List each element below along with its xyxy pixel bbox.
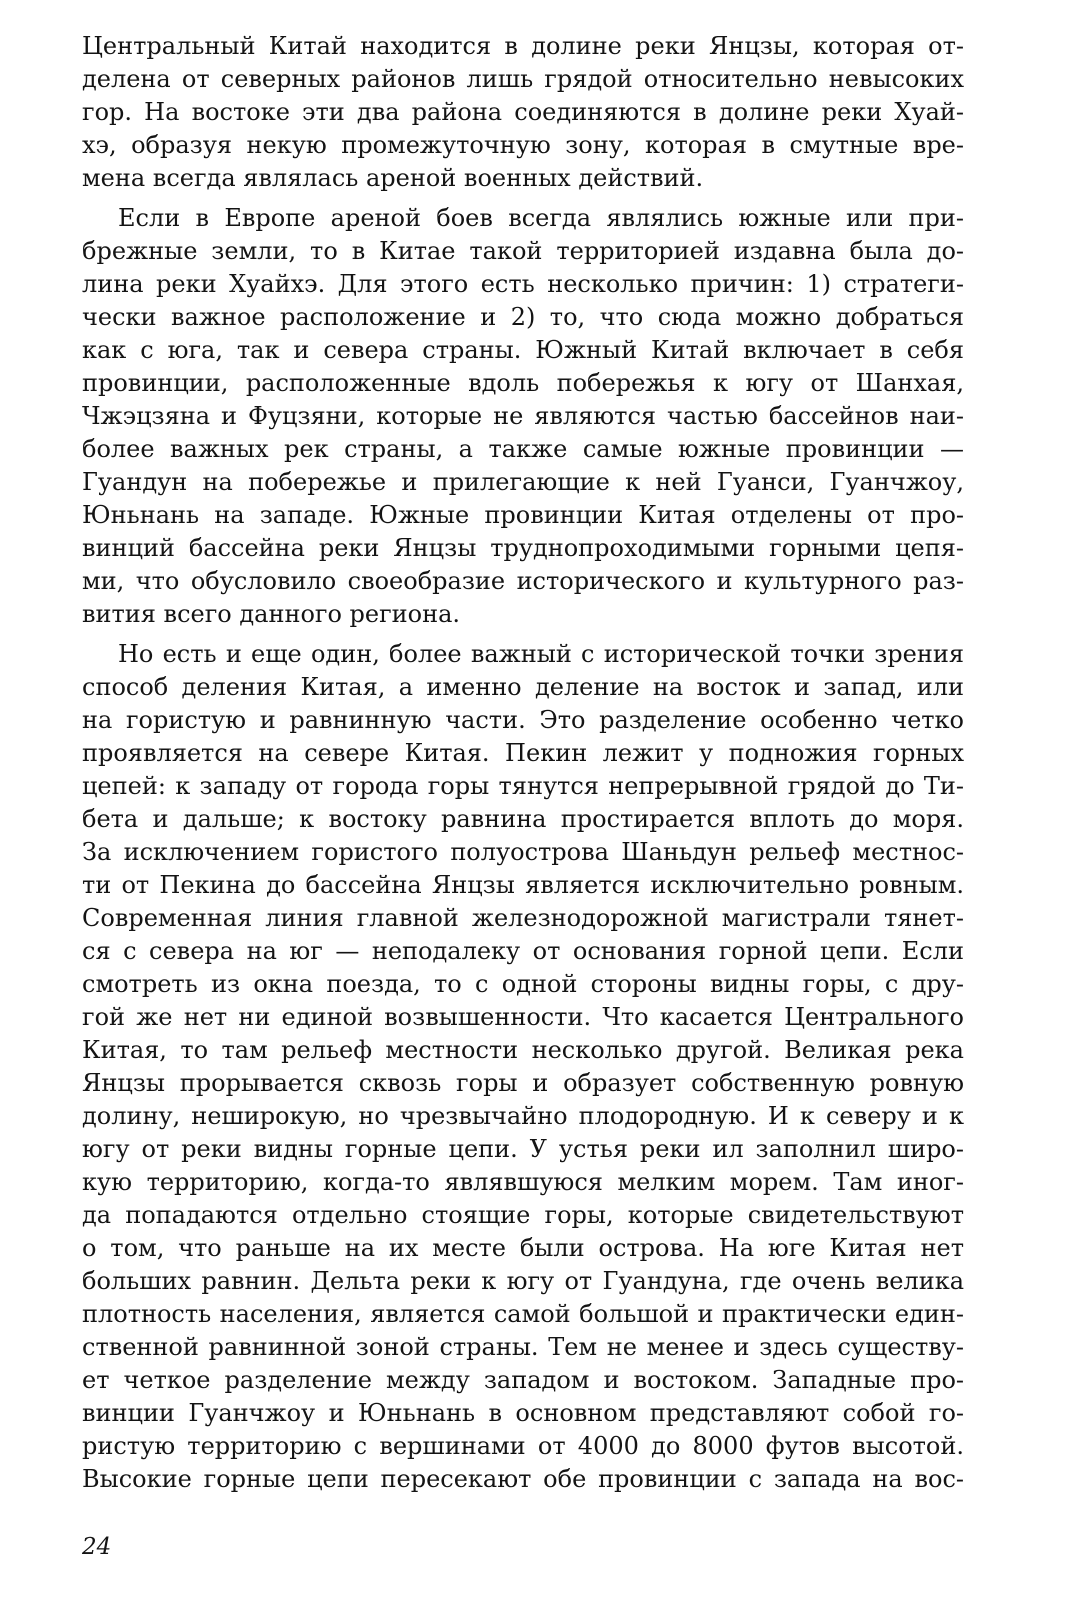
text-line: Китая, то там рельеф местности несколько другой. Великая река <box>82 1036 964 1064</box>
text-line: гой же нет ни единой возвышенности. Что касается Центрального <box>82 1003 964 1031</box>
text-line: Гуандун на побережье и прилегающие к ней Гуанси, Гуанчжоу, <box>82 468 964 496</box>
paragraph-2 <box>82 202 964 631</box>
text-line: винции Гуанчжоу и Юньнань в основном представляют собой го- <box>82 1399 964 1427</box>
text-line: как с юга, так и севера страны. Южный Китай включает в себя <box>82 336 964 364</box>
text-line: лина реки Хуайхэ. Для этого есть несколько причин: 1) стратеги- <box>82 270 964 298</box>
text-line: Но есть и еще один, более важный с исторической точки зрения <box>118 640 964 668</box>
text-line: ристую территорию с вершинами от 4000 до 8000 футов высотой. <box>82 1432 964 1460</box>
text-line: ми, что обусловило своеобразие исторического и культурного раз- <box>82 567 964 595</box>
paragraph-3 <box>82 638 964 1496</box>
text-line: способ деления Китая, а именно деление на восток и запад, или <box>82 673 964 701</box>
text-line: чески важное расположение и 2) то, что сюда можно добраться <box>82 303 964 331</box>
text-line: плотность населения, является самой большой и практически един- <box>82 1300 964 1328</box>
text-line: бета и дальше; к востоку равнина простирается вплоть до моря. <box>82 805 964 833</box>
text-line: больших равнин. Дельта реки к югу от Гуандуна, где очень велика <box>82 1267 964 1295</box>
text-line: винций бассейна реки Янцзы труднопроходимыми горными цепя- <box>82 534 964 562</box>
text-line: вития всего данного региона. <box>82 600 461 628</box>
text-line: брежные земли, то в Китае такой территорией издавна была до- <box>82 237 964 265</box>
text-line: Юньнань на западе. Южные провинции Китая отделены от про- <box>82 501 964 529</box>
text-line: ет четкое разделение между западом и востоком. Западные про- <box>82 1366 964 1394</box>
text-line: ственной равнинной зоной страны. Тем не менее и здесь существу- <box>82 1333 964 1361</box>
text-line: Если в Европе ареной боев всегда являлись южные или при- <box>118 204 964 232</box>
text-line: провинции, расположенные вдоль побережья к югу от Шанхая, <box>82 369 964 397</box>
text-line: Янцзы прорывается сквозь горы и образует собственную ровную <box>82 1069 964 1097</box>
text-line: югу от реки видны горные цепи. У устья реки ил заполнил широ- <box>82 1135 964 1163</box>
text-line: гор. На востоке эти два района соединяются в долине реки Хуай- <box>82 98 964 126</box>
text-line: более важных рек страны, а также самые южные провинции — <box>82 435 964 463</box>
text-line: Современная линия главной железнодорожной магистрали тянет- <box>82 904 964 932</box>
text-line: мена всегда являлась ареной военных действий. <box>82 164 704 192</box>
text-line: делена от северных районов лишь грядой относительно невысоких <box>82 65 964 93</box>
text-line: ти от Пекина до бассейна Янцзы является исключительно ровным. <box>82 871 964 899</box>
text-line: на гористую и равнинную части. Это разделение особенно четко <box>82 706 964 734</box>
text-line: ся с севера на юг — неподалеку от основания горной цепи. Если <box>82 937 964 965</box>
text-line: Чжэцзяна и Фуцзяни, которые не являются частью бассейнов наи- <box>82 402 964 430</box>
text-line: смотреть из окна поезда, то с одной стороны видны горы, с дру- <box>82 970 964 998</box>
text-line: да попадаются отдельно стоящие горы, которые свидетельствуют <box>82 1201 964 1229</box>
text-line: Центральный Китай находится в долине реки Янцзы, которая от- <box>82 32 964 60</box>
text-line: хэ, образуя некую промежуточную зону, которая в смутные вре- <box>82 131 964 159</box>
text-line: кую территорию, когда-то являвшуюся мелким морем. Там иног- <box>82 1168 964 1196</box>
paragraph-1 <box>82 30 964 195</box>
text-line: За исключением гористого полуострова Шаньдун рельеф местнос- <box>82 838 964 866</box>
text-line: цепей: к западу от города горы тянутся непрерывной грядой до Ти- <box>82 772 964 800</box>
text-line: о том, что раньше на их месте были острова. На юге Китая нет <box>82 1234 964 1262</box>
page-number: 24 <box>82 1534 112 1560</box>
text-line: проявляется на севере Китая. Пекин лежит у подножия горных <box>82 739 964 767</box>
body-text <box>82 30 964 1503</box>
text-line: долину, неширокую, но чрезвычайно плодородную. И к северу и к <box>82 1102 964 1130</box>
text-line: Высокие горные цепи пересекают обе провинции с запада на вос- <box>82 1465 964 1493</box>
